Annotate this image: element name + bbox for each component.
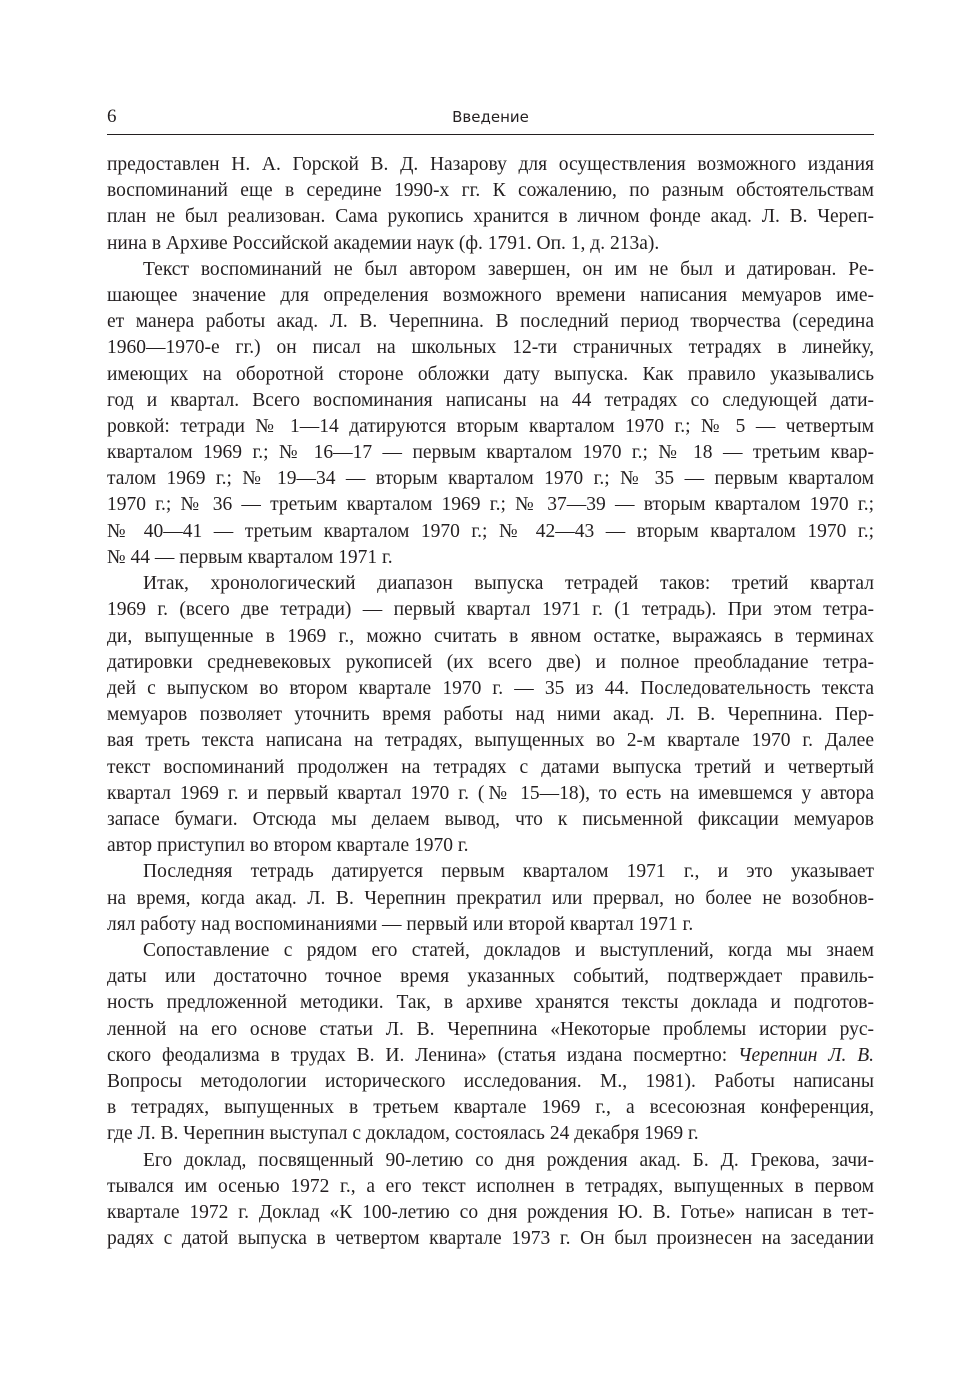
text-line: датировки средневековых рукописей (их всего две) и полное преобладание тетра-	[107, 651, 874, 673]
text-line: дей с выпуском во втором квартале 1970 г. — 35 из 44. Последовательность текста	[107, 677, 874, 699]
text-line: ди, выпущенные в 1969 г., можно считать в явном остатке, выражаясь в терминах	[107, 625, 874, 647]
text-line: 1969 г. (всего две тетради) — первый квартал 1971 г. (1 тетрадь). При этом тетра-	[107, 599, 874, 621]
text-line: Его доклад, посвященный 90-летию со дня рождения акад. Б. Д. Грекова, зачи-	[143, 1149, 874, 1171]
paragraph	[107, 1148, 874, 1253]
paragraph	[107, 257, 874, 571]
text-line: имеющих на оборотной стороне обложки дату выпуска. Как правило указывались	[107, 363, 874, 385]
text-line: вая треть текста написана на тетрадях, выпущенных во 2-м квартале 1970 г. Далее	[107, 730, 874, 752]
text-fragment: ского феодализма в трудах В. И. Ленина» (статья издана посмертно:	[107, 1044, 739, 1066]
text-line: лял работу над воспоминаниями — первый или второй квартал 1971 г.	[107, 913, 694, 935]
text-line: ет манера работы акад. Л. В. Черепнина. В последний период творчества (середина	[107, 311, 874, 333]
paragraph	[107, 938, 874, 1148]
text-line: ровкой: тетради № 1—14 датируются вторым кварталом 1970 г.; № 5 — четвертым	[107, 415, 874, 437]
paragraph	[107, 571, 874, 859]
text-line: 1970 г.; № 36 — третьим кварталом 1969 г.; № 37—39 — вторым кварталом 1970 г.;	[107, 494, 874, 516]
citation-author: Черепнин Л. В.	[738, 1044, 874, 1066]
text-line: шающее значение для определения возможного времени написания мемуаров име-	[107, 284, 874, 306]
text-line: в тетрадях, выпущенных в третьем квартале 1969 г., а всесоюзная конференция,	[107, 1097, 874, 1119]
text-line: нина в Архиве Российской академии наук (ф. 1791. Оп. 1, д. 213а).	[107, 232, 660, 254]
text-line: Вопросы методологии исторического исследования. М., 1981). Работы написаны	[107, 1070, 874, 1092]
text-line: 1960—1970-е гг.) он писал на школьных 12-ти страничных тетрадях в линейку,	[107, 337, 874, 359]
text-line: талом 1969 г.; № 19—34 — вторым кварталом 1970 г.; № 35 — первым кварталом	[107, 468, 874, 490]
text-line: воспоминаний еще в середине 1990-х гг. К сожалению, по разным обстоятельствам	[107, 180, 874, 202]
text-line: Текст воспоминаний не был автором завершен, он им не был и датирован. Ре-	[143, 258, 874, 280]
paragraph	[107, 859, 874, 938]
text-line: мемуаров позволяет уточнить время работы над ними акад. Л. В. Черепнина. Пер-	[107, 704, 874, 726]
text-line: № 40—41 — третьим кварталом 1970 г.; № 42—43 — вторым кварталом 1970 г.;	[107, 520, 874, 542]
text-line: Последняя тетрадь датируется первым кварталом 1971 г., и это указывает	[143, 861, 874, 883]
text-line: на время, когда акад. Л. В. Черепнин прекратил или прервал, но более не возобнов-	[107, 887, 874, 909]
text-line: № 44 — первым кварталом 1971 г.	[107, 546, 393, 568]
text-line-with-citation	[107, 1043, 874, 1069]
text-line: ность предложенной методики. Так, в архиве хранятся тексты доклада и подготов-	[107, 992, 874, 1014]
text-line: запасе бумаги. Отсюда мы делаем вывод, что к письменной фиксации мемуаров	[107, 808, 874, 830]
paragraph	[107, 152, 874, 257]
section-title: Введение	[452, 108, 529, 126]
text-line: кварталом 1969 г.; № 16—17 — первым кварталом 1970 г.; № 18 — третьим квар-	[107, 442, 874, 464]
text-line: автор приступил во втором квартале 1970 г.	[107, 835, 469, 857]
text-line: даты или достаточно точное время указанных событий, подтверждает правиль-	[107, 966, 874, 988]
text-line: план не был реализован. Сама рукопись хранится в личном фонде акад. Л. В. Череп-	[107, 206, 874, 228]
text-line: ленной на его основе статьи Л. В. Черепнина «Некоторые проблемы истории рус-	[107, 1018, 874, 1040]
text-line: предоставлен Н. А. Горской В. Д. Назарову для осуществления возможного издания	[107, 154, 874, 175]
text-line: радях с датой выпуска в четвертом квартале 1973 г. Он был произнесен на заседании	[107, 1228, 874, 1250]
text-line: Сопоставление с рядом его статей, докладов и выступлений, когда мы знаем	[143, 939, 874, 961]
text-line: тывался им осенью 1972 г., а его текст исполнен в тетрадях, выпущенных в первом	[107, 1175, 874, 1197]
text-line: год и квартал. Всего воспоминания написаны на 44 тетрадях со следующей дати-	[107, 389, 874, 411]
text-line: Итак, хронологический диапазон выпуска тетрадей таков: третий квартал	[143, 573, 874, 595]
page-number: 6	[107, 106, 117, 127]
text-line: текст воспоминаний продолжен на тетрадях с датами выпуска третий и четвертый	[107, 756, 874, 778]
text-line: квартал 1969 г. и первый квартал 1970 г. (№ 15—18), то есть на имевшемся у автора	[107, 782, 874, 804]
running-head	[107, 104, 874, 135]
body-text	[107, 152, 874, 1252]
text-line: квартале 1972 г. Доклад «К 100-летию со дня рождения Ю. В. Готье» написан в тет-	[107, 1201, 874, 1223]
text-line: где Л. В. Черепнин выступал с докладом, состоялась 24 декабря 1969 г.	[107, 1123, 699, 1145]
